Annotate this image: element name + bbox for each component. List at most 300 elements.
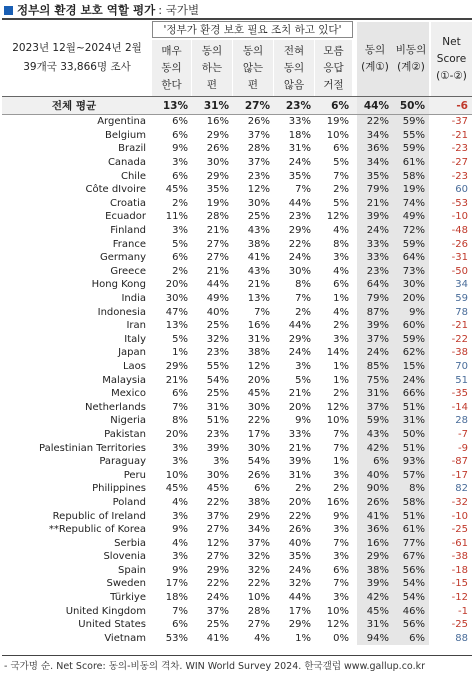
cell-c3: 25%: [247, 211, 270, 223]
cell-agree: 22%: [357, 115, 393, 129]
column-header-c2: [192, 40, 233, 96]
country-name: Sweden: [106, 578, 146, 590]
cell-c1: 7%: [172, 401, 188, 413]
cell-net: -10: [451, 510, 468, 522]
cell-c2: 32%: [206, 333, 229, 345]
cell-c5: 6%: [333, 564, 349, 576]
cell-disagree: 46%: [393, 604, 429, 618]
country-name: Italy: [124, 333, 146, 345]
table-row: [2, 373, 472, 387]
country-name: Indonesia: [97, 306, 146, 318]
cell-agree: 33%: [357, 251, 393, 265]
cell-c4: 21%: [288, 388, 311, 400]
cell-c1: 6%: [172, 129, 188, 141]
cell-disagree: 51%: [393, 509, 429, 523]
table-row: [2, 224, 472, 238]
cell-net: 60: [455, 184, 468, 196]
table-row: [2, 455, 472, 469]
cell-c5: 4%: [333, 306, 349, 318]
cell-c5: 10%: [326, 415, 349, 427]
table-row: [2, 319, 472, 333]
cell-c1: 3%: [172, 510, 188, 522]
cell-c2: 45%: [206, 483, 229, 495]
cell-c3: 54%: [247, 456, 270, 468]
cell-c4: 22%: [288, 238, 311, 250]
cell-c3: 32%: [247, 564, 270, 576]
cell-c2: 31%: [203, 99, 229, 112]
cell-c2: 26%: [206, 143, 229, 155]
cell-disagree: 72%: [393, 224, 429, 238]
cell-agree: 16%: [357, 536, 393, 550]
cell-c4: 35%: [288, 170, 311, 182]
cell-net: -26: [451, 238, 468, 250]
cell-c5: 1%: [333, 374, 349, 386]
cell-c2: 30%: [206, 469, 229, 481]
cell-net: -87: [451, 456, 468, 468]
survey-sample: 39개국 33,866명 조사: [23, 61, 131, 73]
cell-c5: 6%: [333, 143, 349, 155]
table-row: [2, 115, 472, 129]
cell-c1: 1%: [172, 347, 188, 359]
cell-agree: 21%: [357, 197, 393, 211]
cell-c1: 6%: [172, 170, 188, 182]
cell-c1: 4%: [172, 537, 188, 549]
cell-agree: 29%: [357, 550, 393, 564]
cell-disagree: 56%: [393, 618, 429, 632]
cell-c2: 41%: [206, 632, 229, 644]
cell-c4: 7%: [295, 293, 311, 305]
cell-c2: 28%: [206, 211, 229, 223]
table-row: [2, 604, 472, 618]
cell-agree: 33%: [357, 237, 393, 251]
table-row: [2, 536, 472, 550]
cell-c1: 3%: [172, 157, 188, 169]
cell-c3: 12%: [247, 184, 270, 196]
table-row: [2, 468, 472, 482]
cell-c4: 7%: [295, 184, 311, 196]
cell-disagree: 9%: [393, 305, 429, 319]
cell-c4: 9%: [295, 415, 311, 427]
title-marker-icon: [4, 6, 13, 15]
cell-agree: 43%: [357, 428, 393, 442]
cell-c3: 12%: [247, 360, 270, 372]
column-header-text: (계①): [361, 61, 389, 73]
cell-c4: 1%: [295, 632, 311, 644]
cell-net: -38: [451, 551, 468, 563]
cell-c1: 10%: [165, 469, 188, 481]
cell-c4: 29%: [288, 333, 311, 345]
cell-disagree: 30%: [393, 278, 429, 292]
column-header-disagree: [393, 22, 429, 96]
cell-c5: 1%: [333, 360, 349, 372]
table-row: [2, 632, 472, 646]
cell-c1: 11%: [165, 211, 188, 223]
cell-c2: 29%: [206, 129, 229, 141]
country-name: Netherlands: [85, 401, 146, 413]
cell-net: -10: [451, 211, 468, 223]
cell-net: -12: [451, 592, 468, 604]
country-name: Argentina: [97, 116, 146, 128]
cell-disagree: 60%: [393, 319, 429, 333]
cell-net: -50: [451, 265, 468, 277]
cell-c3: 38%: [247, 347, 270, 359]
country-name: Mexico: [111, 388, 146, 400]
cell-c4: 8%: [295, 279, 311, 291]
cell-c3: 37%: [247, 129, 270, 141]
cell-disagree: 77%: [393, 536, 429, 550]
cell-c5: 0%: [333, 632, 349, 644]
cell-net: -22: [451, 333, 468, 345]
cell-c5: 2%: [333, 388, 349, 400]
cell-agree: 34%: [357, 156, 393, 170]
cell-disagree: 19%: [393, 183, 429, 197]
column-header-text: 동의: [242, 44, 264, 57]
cell-c4: 3%: [295, 360, 311, 372]
cell-c2: 54%: [206, 374, 229, 386]
cell-c1: 29%: [165, 360, 188, 372]
table-row: [2, 428, 472, 442]
cell-c3: 38%: [247, 238, 270, 250]
cell-c4: 44%: [288, 197, 311, 209]
country-rows: [2, 115, 472, 645]
cell-c3: 10%: [247, 592, 270, 604]
cell-c2: 51%: [206, 415, 229, 427]
cell-c1: 9%: [172, 524, 188, 536]
column-header-text: (계②): [397, 61, 425, 73]
table-row: [2, 197, 472, 211]
cell-c5: 5%: [333, 157, 349, 169]
column-header-text: 응답: [323, 61, 344, 74]
cell-c5: 4%: [333, 225, 349, 237]
cell-c1: 6%: [172, 116, 188, 128]
cell-c4: 39%: [288, 456, 311, 468]
cell-c5: 10%: [326, 605, 349, 617]
table-row: [2, 333, 472, 347]
cell-disagree: 56%: [393, 564, 429, 578]
cell-agree: 35%: [357, 169, 393, 183]
cell-c2: 25%: [206, 320, 229, 332]
column-header-c3: [233, 40, 274, 96]
cell-c4: 2%: [295, 306, 311, 318]
cell-c1: 2%: [172, 265, 188, 277]
cell-disagree: 57%: [393, 468, 429, 482]
cell-disagree: 55%: [393, 129, 429, 143]
cell-c3: 21%: [247, 279, 270, 291]
table-row: [2, 360, 472, 374]
cell-c1: 8%: [172, 415, 188, 427]
cell-c4: 18%: [288, 129, 311, 141]
cell-net: -23: [451, 143, 468, 155]
country-name: Hong Kong: [91, 279, 146, 291]
cell-agree: 39%: [357, 577, 393, 591]
cell-c3: 32%: [247, 551, 270, 563]
cell-c5: 12%: [326, 401, 349, 413]
cell-c3: 30%: [247, 401, 270, 413]
column-header-text: Net: [442, 35, 461, 48]
column-header-text: 동의: [161, 61, 182, 74]
cell-disagree: 93%: [393, 455, 429, 469]
cell-c2: 39%: [206, 442, 229, 454]
cell-c4: 30%: [288, 265, 311, 277]
cell-c1: 7%: [172, 605, 188, 617]
cell-agree: 36%: [357, 142, 393, 156]
cell-agree: 42%: [357, 591, 393, 605]
cell-c3: 26%: [247, 116, 270, 128]
question-label: '정부가 환경 보호 필요 조치 하고 있다': [152, 21, 353, 38]
country-name: Palestinian Territories: [39, 442, 146, 454]
cell-c3: 16%: [247, 320, 270, 332]
cell-agree: 42%: [357, 441, 393, 455]
cell-c3: 7%: [254, 306, 270, 318]
table-row: [2, 387, 472, 401]
country-name: Serbia: [114, 537, 146, 549]
country-name: Malaysia: [102, 374, 146, 386]
survey-period: 2023년 12월~2024년 2월: [12, 42, 142, 54]
cell-c4: 32%: [288, 578, 311, 590]
table-row: [2, 496, 472, 510]
cell-disagree: 64%: [393, 251, 429, 265]
cell-c3: 13%: [247, 293, 270, 305]
table-row: [2, 414, 472, 428]
table-row: [2, 265, 472, 279]
cell-c5: 7%: [333, 578, 349, 590]
cell-net: -23: [451, 170, 468, 182]
cell-c5: 3%: [333, 469, 349, 481]
country-name: Finland: [110, 225, 146, 237]
table-row: [2, 441, 472, 455]
cell-c5: 14%: [326, 347, 349, 359]
cell-net: -61: [451, 537, 468, 549]
cell-c5: 8%: [333, 238, 349, 250]
country-name: **Republic of Korea: [48, 524, 146, 536]
cell-c3: 37%: [247, 157, 270, 169]
column-header-text: 편: [247, 78, 259, 91]
cell-net: 28: [455, 415, 468, 427]
bottom-divider: [2, 655, 472, 656]
cell-disagree: 73%: [393, 265, 429, 279]
cell-net: -21: [451, 320, 468, 332]
cell-agree: 26%: [357, 496, 393, 510]
table-row: [2, 618, 472, 632]
cell-c2: 37%: [206, 510, 229, 522]
cell-c5: 4%: [333, 265, 349, 277]
cell-c4: 44%: [288, 320, 311, 332]
cell-c2: 31%: [206, 401, 229, 413]
cell-c1: 13%: [165, 320, 188, 332]
column-header-text: 편: [206, 78, 218, 91]
cell-c3: 31%: [247, 333, 270, 345]
column-header-text: 한다: [161, 78, 182, 91]
cell-disagree: 59%: [393, 237, 429, 251]
cell-agree: 36%: [357, 523, 393, 537]
cell-agree: 38%: [357, 564, 393, 578]
cell-c2: 30%: [206, 157, 229, 169]
average-label: 전체 평균: [51, 100, 97, 112]
cell-c2: 27%: [206, 252, 229, 264]
cell-net: -17: [451, 469, 468, 481]
column-header-text: 전혀: [283, 44, 305, 57]
column-header-text: Score: [436, 52, 467, 65]
country-name: Poland: [112, 496, 146, 508]
table-row: [2, 183, 472, 197]
cell-c3: 22%: [247, 578, 270, 590]
cell-c3: 28%: [247, 605, 270, 617]
cell-net: 70: [455, 360, 468, 372]
cell-disagree: 66%: [393, 387, 429, 401]
cell-c3: 23%: [247, 170, 270, 182]
cell-agree: 24%: [357, 346, 393, 360]
cell-net: -1: [458, 605, 468, 617]
cell-net: -31: [451, 252, 468, 264]
table-row: [2, 237, 472, 251]
cell-c4: 5%: [295, 374, 311, 386]
cell-c4: 20%: [288, 496, 311, 508]
cell-disagree: 61%: [393, 523, 429, 537]
country-name: Pakistan: [104, 428, 146, 440]
cell-agree: 6%: [357, 455, 393, 469]
cell-agree: 44%: [357, 97, 393, 114]
cell-c2: 22%: [206, 496, 229, 508]
cell-disagree: 15%: [393, 360, 429, 374]
cell-c3: 26%: [247, 469, 270, 481]
cell-agree: 87%: [357, 305, 393, 319]
country-name: Türkiye: [110, 592, 146, 604]
cell-c1: 3%: [172, 225, 188, 237]
cell-agree: 37%: [357, 400, 393, 414]
cell-c5: 3%: [333, 524, 349, 536]
country-name: Ecuador: [105, 211, 146, 223]
cell-disagree: 54%: [393, 591, 429, 605]
cell-net: -37: [451, 116, 468, 128]
cell-c2: 35%: [206, 184, 229, 196]
cell-c1: 20%: [165, 428, 188, 440]
cell-c2: 55%: [206, 360, 229, 372]
country-name: Peru: [123, 469, 146, 481]
cell-c2: 24%: [206, 592, 229, 604]
cell-disagree: 50%: [393, 428, 429, 442]
cell-net: 51: [455, 374, 468, 386]
cell-c5: 16%: [326, 496, 349, 508]
cell-c3: 27%: [244, 99, 270, 112]
cell-c2: 23%: [206, 428, 229, 440]
cell-c4: 35%: [288, 551, 311, 563]
cell-agree: 45%: [357, 604, 393, 618]
cell-c1: 21%: [165, 374, 188, 386]
country-name: Germany: [100, 252, 146, 264]
country-name: Canada: [107, 157, 146, 169]
column-header-text: (①-②): [436, 69, 467, 82]
cell-c2: 27%: [206, 551, 229, 563]
country-name: Republic of Ireland: [52, 510, 146, 522]
cell-c1: 4%: [172, 496, 188, 508]
cell-net: 82: [455, 483, 468, 495]
cell-net: 78: [455, 306, 468, 318]
cell-c2: 23%: [206, 347, 229, 359]
column-header-c5: [315, 40, 353, 96]
cell-c3: 45%: [247, 388, 270, 400]
table-row: [2, 278, 472, 292]
cell-agree: 59%: [357, 414, 393, 428]
cell-disagree: 8%: [393, 482, 429, 496]
cell-net: 59: [455, 293, 468, 305]
cell-c3: 29%: [247, 510, 270, 522]
cell-c3: 4%: [254, 632, 270, 644]
cell-c1: 9%: [172, 564, 188, 576]
cell-c5: 7%: [333, 537, 349, 549]
cell-c4: 29%: [288, 225, 311, 237]
cell-disagree: 31%: [393, 414, 429, 428]
cell-c5: 2%: [333, 483, 349, 495]
cell-c2: 22%: [206, 578, 229, 590]
survey-info: [2, 20, 152, 96]
cell-c1: 13%: [162, 99, 188, 112]
cell-c1: 6%: [172, 388, 188, 400]
cell-c1: 20%: [165, 279, 188, 291]
cell-c4: 24%: [288, 252, 311, 264]
cell-net: 88: [455, 632, 468, 644]
cell-c4: 33%: [288, 428, 311, 440]
country-name: Chile: [120, 170, 146, 182]
cell-c4: 20%: [288, 401, 311, 413]
cell-disagree: 49%: [393, 210, 429, 224]
cell-c1: 3%: [172, 551, 188, 563]
table-row: [2, 564, 472, 578]
table-row: [2, 156, 472, 170]
table-row: [2, 169, 472, 183]
table-row: [2, 482, 472, 496]
cell-c1: 6%: [172, 252, 188, 264]
cell-c4: 29%: [288, 619, 311, 631]
cell-c4: 17%: [288, 605, 311, 617]
table-row: [2, 400, 472, 414]
cell-net: -25: [451, 619, 468, 631]
country-name: Japan: [118, 347, 146, 359]
cell-c2: 25%: [206, 388, 229, 400]
cell-c1: 5%: [172, 238, 188, 250]
cell-net: -27: [451, 157, 468, 169]
cell-agree: 85%: [357, 360, 393, 374]
cell-net: -38: [451, 347, 468, 359]
cell-disagree: 6%: [393, 632, 429, 646]
cell-c5: 7%: [333, 170, 349, 182]
cell-net: -32: [451, 496, 468, 508]
column-header-text: 모름: [323, 44, 344, 57]
cell-c2: 25%: [206, 619, 229, 631]
cell-c3: 43%: [247, 265, 270, 277]
cell-c5: 2%: [333, 184, 349, 196]
cell-c3: 22%: [247, 415, 270, 427]
cell-agree: 79%: [357, 292, 393, 306]
cell-c5: 2%: [333, 320, 349, 332]
cell-c2: 40%: [206, 306, 229, 318]
country-name: Croatia: [110, 197, 146, 209]
cell-c4: 33%: [288, 116, 311, 128]
cell-c2: 49%: [206, 293, 229, 305]
cell-net: -35: [451, 388, 468, 400]
table-row: [2, 210, 472, 224]
cell-c2: 29%: [206, 170, 229, 182]
cell-c5: 3%: [333, 333, 349, 345]
country-name: France: [112, 238, 146, 250]
cell-c2: 19%: [206, 197, 229, 209]
cell-disagree: 51%: [393, 441, 429, 455]
country-name: Brazil: [118, 143, 146, 155]
cell-disagree: 62%: [393, 346, 429, 360]
cell-c1: 45%: [165, 184, 188, 196]
footnote: - 국가명 순. Net Score: 동의-비동의 격차. WIN World Survey 2024. 한국갤럽 www.gallup.co.kr: [4, 661, 425, 672]
cell-c1: 6%: [172, 619, 188, 631]
table-row: [2, 591, 472, 605]
